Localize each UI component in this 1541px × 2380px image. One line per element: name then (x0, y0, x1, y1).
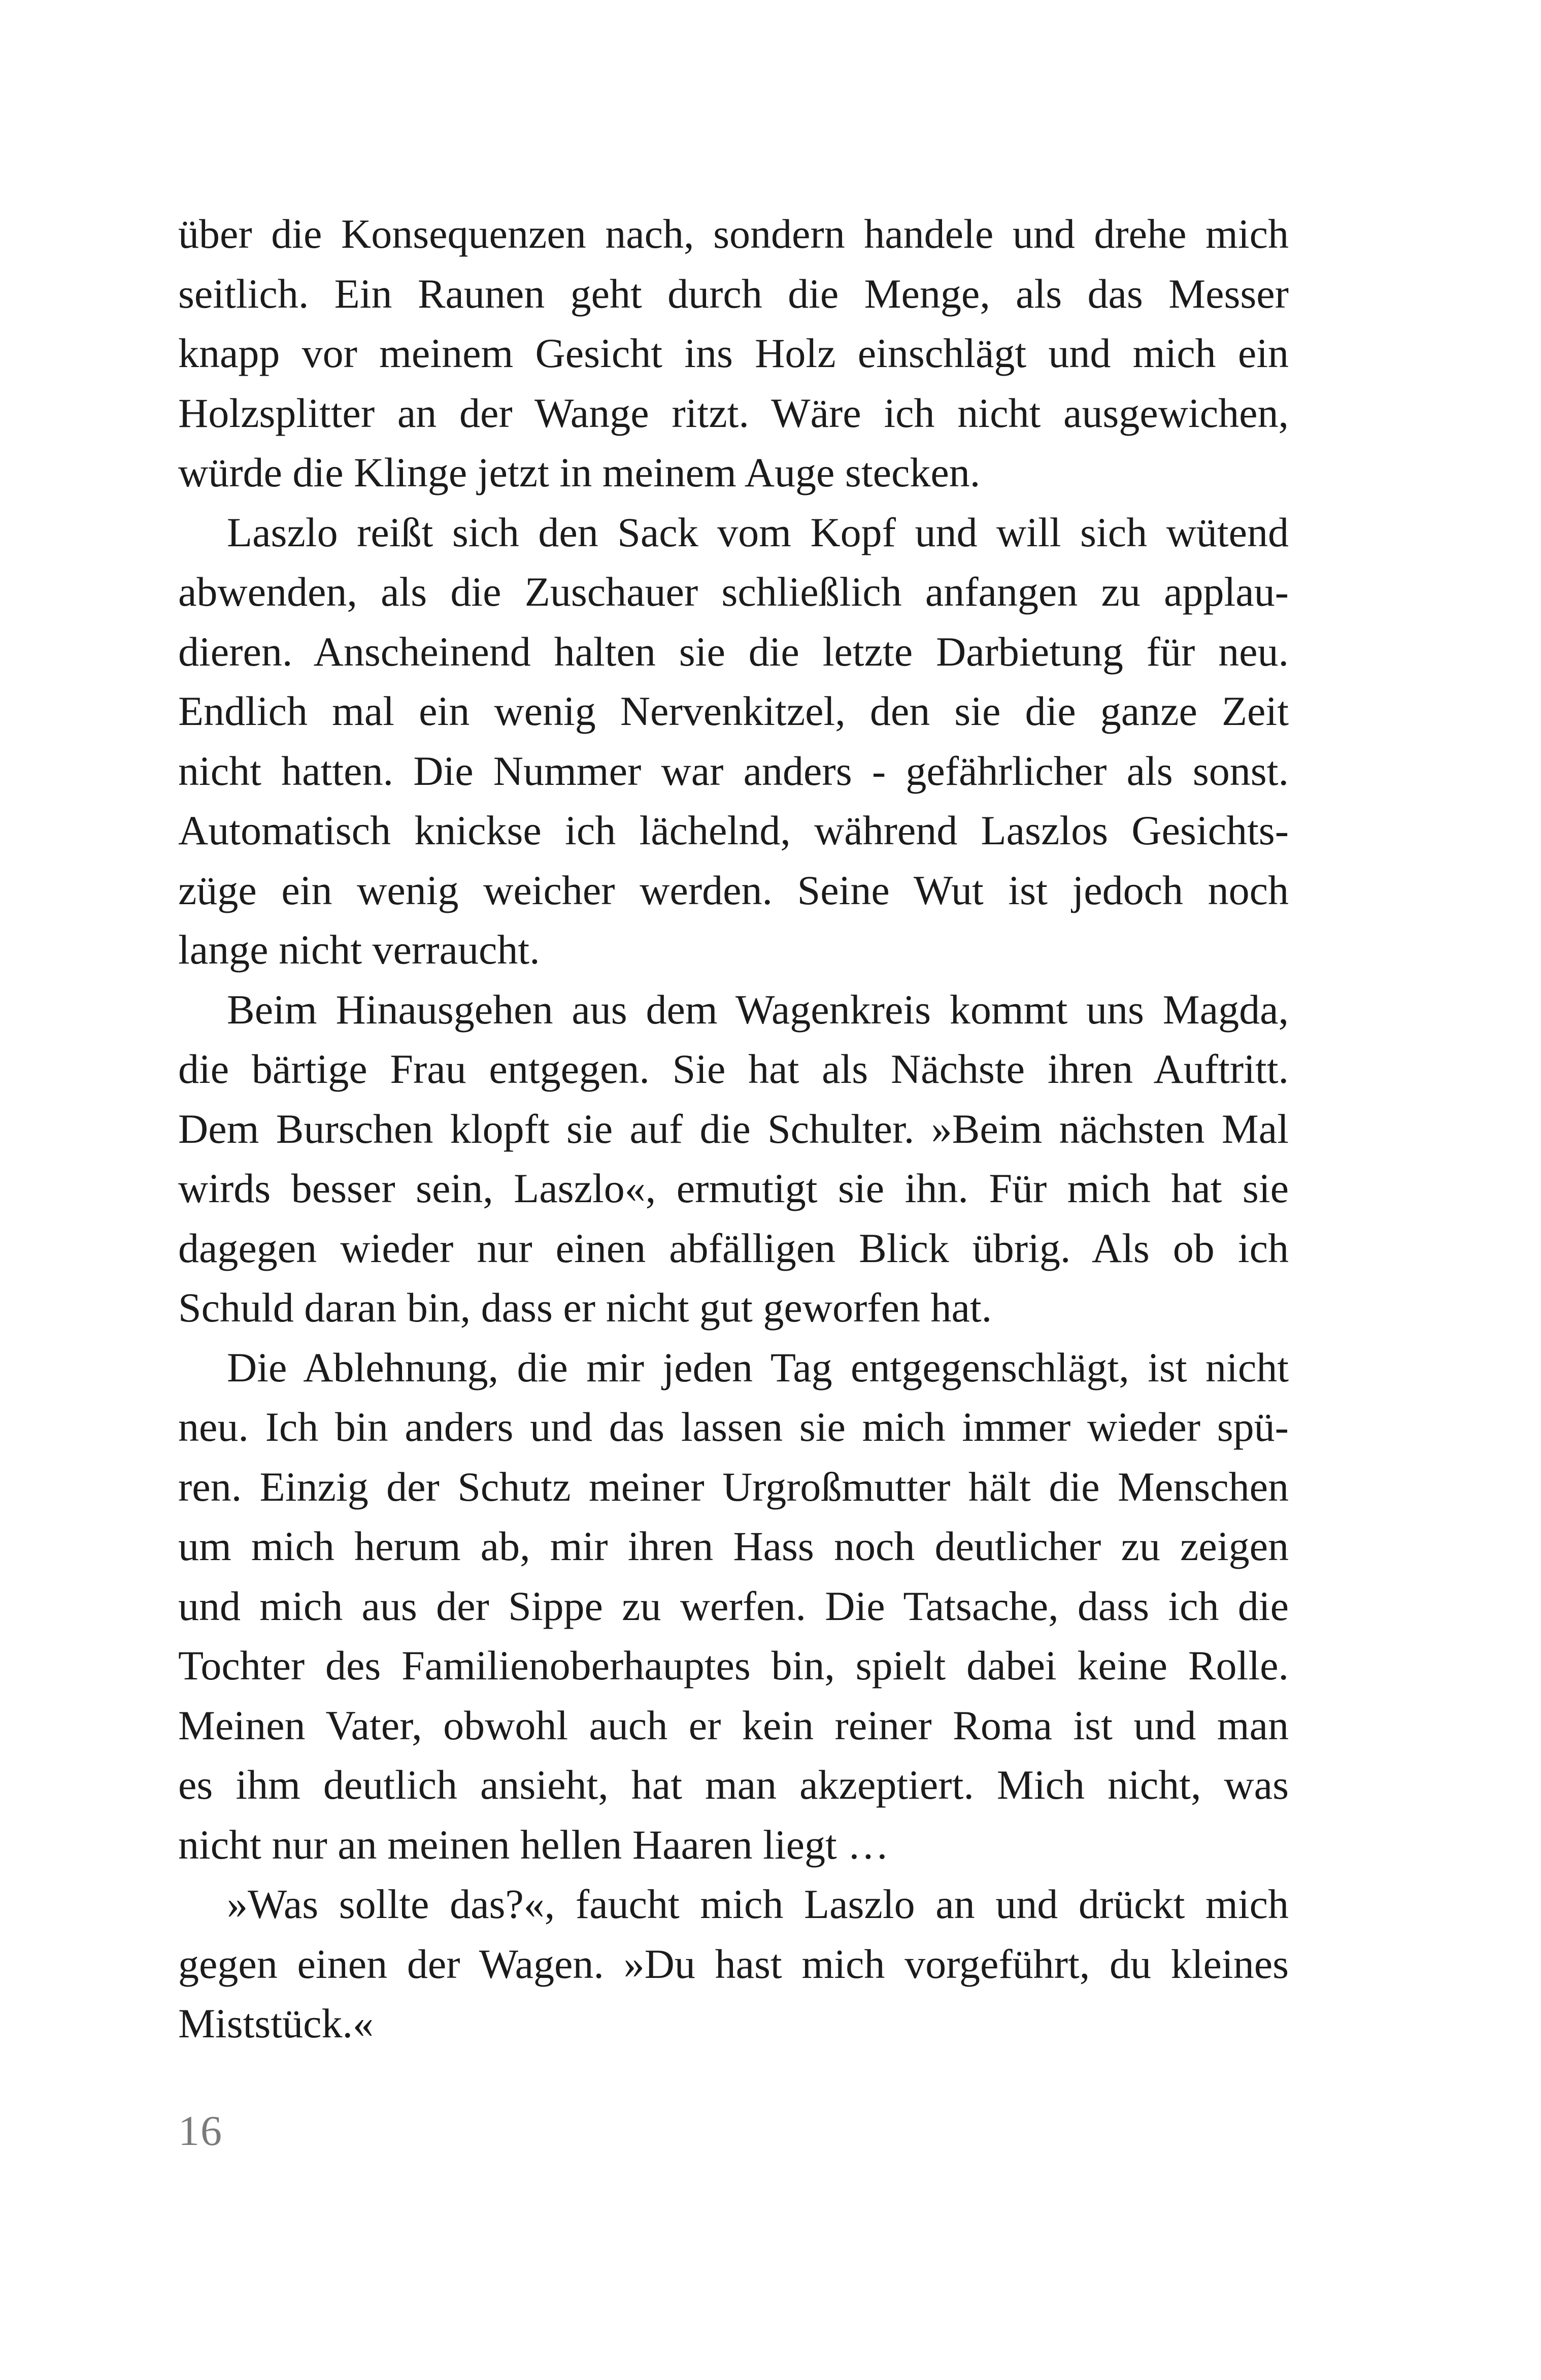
text-line: Meinen Vater, obwohl auch er kein reiner Roma ist und man (178, 1702, 1289, 1748)
page-number: 16 (178, 2107, 223, 2155)
text-line: Schuld daran bin, dass er nicht gut geworfen hat. (178, 1284, 992, 1331)
text-line: es ihm deutlich ansieht, hat man akzeptiert. Mich nicht, was (178, 1762, 1289, 1808)
text-line: abwenden, als die Zuschauer schließlich anfangen zu applau- (178, 569, 1289, 615)
text-line: nicht hatten. Die Nummer war anders - gefährlicher als sonst. (178, 747, 1289, 794)
text-line: züge ein wenig weicher werden. Seine Wut ist jedoch noch (178, 867, 1289, 913)
text-line: über die Konsequenzen nach, sondern handele und drehe mich (178, 211, 1289, 257)
text-line: »Was sollte das?«, faucht mich Laszlo an und drückt mich (227, 1881, 1289, 1927)
paragraph (178, 1874, 1289, 2054)
text-line: Die Ablehnung, die mir jeden Tag entgegenschlägt, ist nicht (227, 1344, 1289, 1391)
text-line: knapp vor meinem Gesicht ins Holz einschlägt und mich ein (178, 330, 1289, 376)
body-text (178, 204, 1289, 2054)
text-line: Automatisch knickse ich lächelnd, während Laszlos Gesichts- (178, 807, 1289, 853)
text-line: Dem Burschen klopft sie auf die Schulter. »Beim nächsten Mal (178, 1105, 1289, 1152)
paragraph (178, 1338, 1289, 1875)
text-line: lange nicht verraucht. (178, 927, 540, 973)
text-line: würde die Klinge jetzt in meinem Auge stecken. (178, 449, 981, 495)
paragraph (178, 980, 1289, 1338)
text-line: gegen einen der Wagen. »Du hast mich vorgeführt, du kleines (178, 1940, 1289, 1987)
text-line: Beim Hinausgehen aus dem Wagenkreis kommt uns Magda, (227, 986, 1289, 1033)
text-line: wirds besser sein, Laszlo«, ermutigt sie ihn. Für mich hat sie (178, 1165, 1289, 1211)
text-line: und mich aus der Sippe zu werfen. Die Tatsache, dass ich die (178, 1582, 1289, 1629)
text-line: dieren. Anscheinend halten sie die letzte Darbietung für neu. (178, 628, 1289, 675)
text-line: Miststück.« (178, 2000, 374, 2046)
text-line: Endlich mal ein wenig Nervenkitzel, den sie die ganze Zeit (178, 688, 1289, 734)
text-line: dagegen wieder nur einen abfälligen Blick übrig. Als ob ich (178, 1225, 1289, 1271)
text-line: neu. Ich bin anders und das lassen sie mich immer wieder spü- (178, 1404, 1289, 1450)
text-line: um mich herum ab, mir ihren Hass noch deutlicher zu zeigen (178, 1523, 1289, 1569)
text-line: Holzsplitter an der Wange ritzt. Wäre ich nicht ausgewichen, (178, 389, 1289, 436)
text-line: die bärtige Frau entgegen. Sie hat als Nächste ihren Auftritt. (178, 1046, 1289, 1092)
text-line: ren. Einzig der Schutz meiner Urgroßmutter hält die Menschen (178, 1463, 1289, 1510)
text-line: seitlich. Ein Raunen geht durch die Menge, als das Messer (178, 270, 1289, 317)
text-line: nicht nur an meinen hellen Haaren liegt … (178, 1821, 889, 1868)
text-line: Tochter des Familienoberhauptes bin, spielt dabei keine Rolle. (178, 1642, 1289, 1689)
paragraph (178, 503, 1289, 980)
text-line: Laszlo reißt sich den Sack vom Kopf und will sich wütend (227, 509, 1289, 555)
paragraph (178, 204, 1289, 503)
